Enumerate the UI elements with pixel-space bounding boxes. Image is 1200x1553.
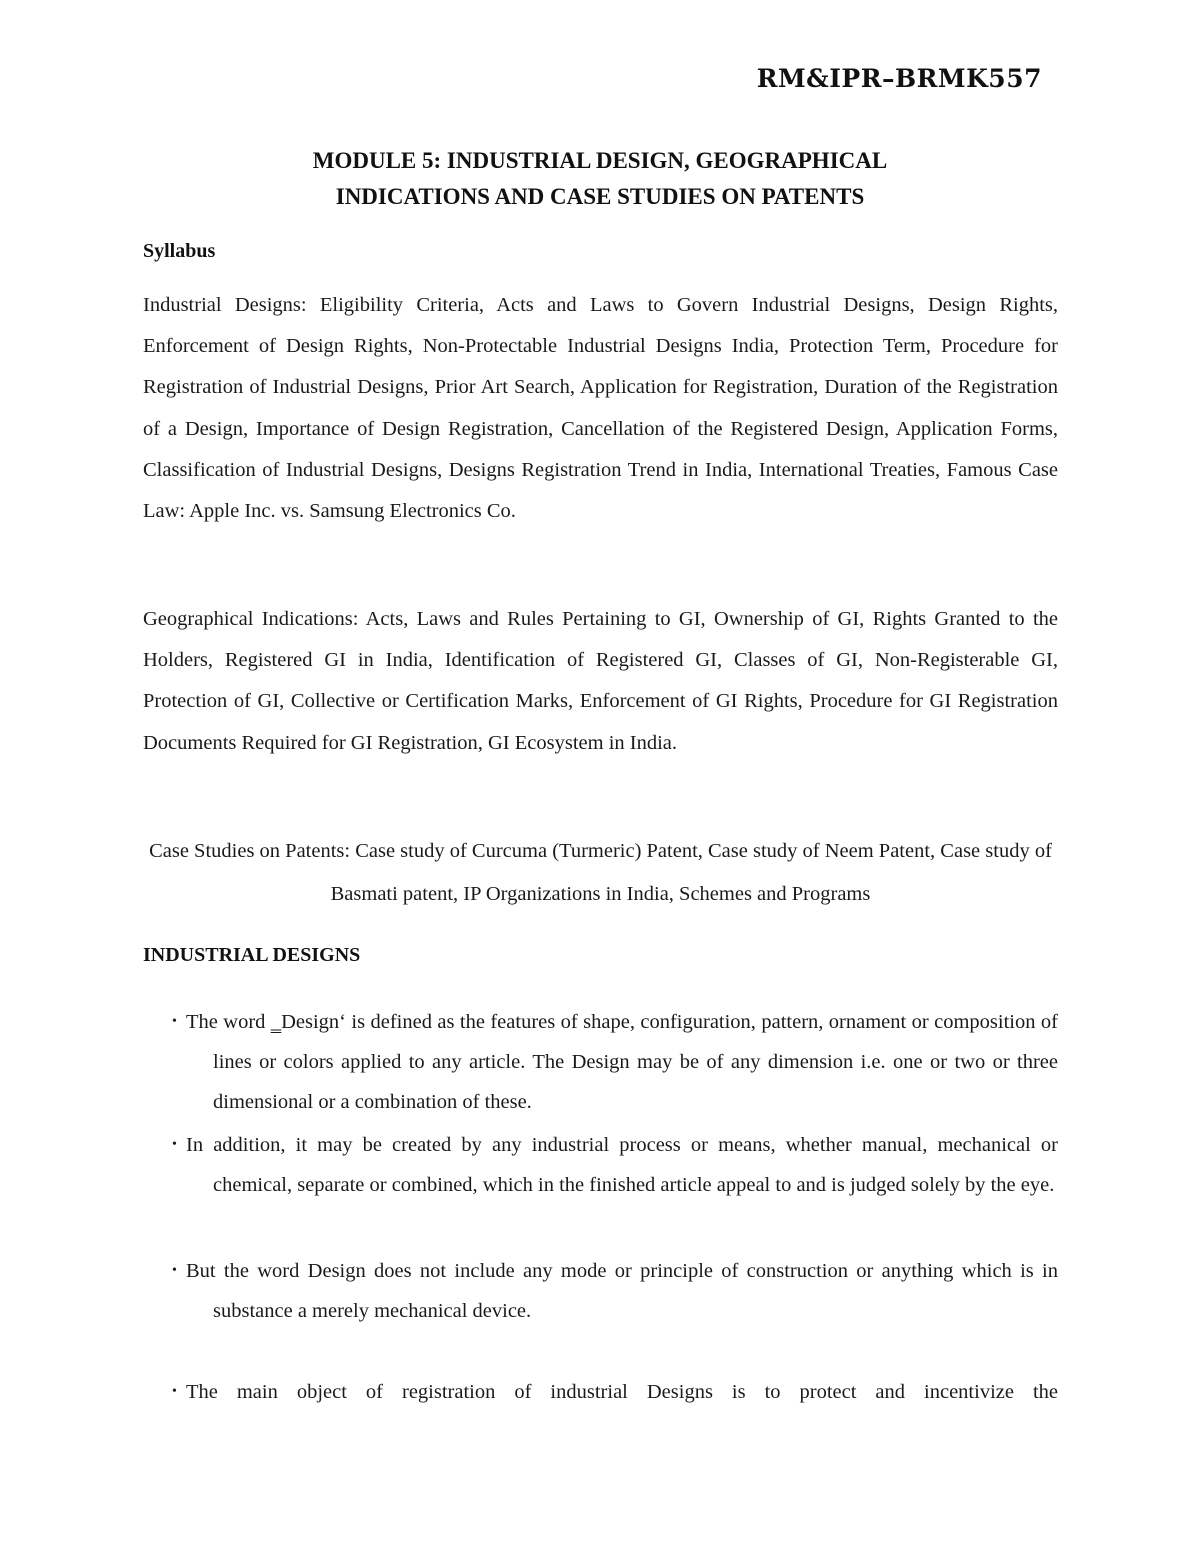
- list-item: [172, 1125, 1058, 1205]
- bullet-icon: •: [172, 1137, 177, 1152]
- list-item: [172, 1372, 1058, 1412]
- module-title-line-1: MODULE 5: INDUSTRIAL DESIGN, GEOGRAPHICAL: [312, 148, 888, 173]
- module-title: [140, 143, 1060, 215]
- bullet-text: The main object of registration of industrial Designs is to protect and incentivize the: [186, 1381, 1058, 1403]
- industrial-designs-heading: INDUSTRIAL DESIGNS: [143, 944, 361, 966]
- syllabus-industrial-designs-paragraph: Industrial Designs: Eligibility Criteria, Acts and Laws to Govern Industrial Designs, Design Rights, Enforcement of Design Rights, Non-Protectable Industrial Designs India, Protection Term, Procedure for Registration of Industrial Designs, Prior Art Search, Application for Registration, Duration of the Registration of a Design, Importance of Design Registration, Cancellation of the Registered Design, Application Forms, Classification of Industrial Designs, Designs Registration Trend in India, International Treaties, Famous Case Law: Apple Inc. vs. Samsung Electronics Co.: [143, 294, 1058, 523]
- course-code-header: RM&IPR–BRMK557: [756, 64, 1042, 93]
- list-item: [172, 1002, 1058, 1122]
- bullet-text: The word ‗Design‘ is defined as the features of shape, configuration, pattern, ornament or composition of lines or colors applied to any article. The Design may be of any dimension i.e. one or two or three dimensional or a combination of these.: [186, 1011, 1058, 1113]
- bullet-icon: •: [172, 1384, 177, 1399]
- syllabus-case-studies-paragraph: Case Studies on Patents: Case study of Curcuma (Turmeric) Patent, Case study of Neem Patent, Case study of Basmati patent, IP Organizations in India, Schemes and Programs: [149, 840, 1052, 905]
- syllabus-geographical-indications-paragraph: Geographical Indications: Acts, Laws and Rules Pertaining to GI, Ownership of GI, Rights Granted to the Holders, Registered GI in India, Identification of Registered GI, Classes of GI, Non-Registerable GI, Protection of GI, Collective or Certification Marks, Enforcement of GI Rights, Procedure for GI Registration Documents Required for GI Registration, GI Ecosystem in India.: [143, 608, 1058, 754]
- module-title-line-2: INDICATIONS AND CASE STUDIES ON PATENTS: [335, 184, 865, 209]
- bullet-icon: •: [172, 1014, 177, 1029]
- list-item: [172, 1251, 1058, 1331]
- bullet-icon: •: [172, 1263, 177, 1278]
- syllabus-heading: Syllabus: [143, 240, 216, 262]
- bullet-text: In addition, it may be created by any industrial process or means, whether manual, mechanical or chemical, separate or combined, which in the finished article appeal to and is judged solely by the eye.: [186, 1134, 1058, 1196]
- bullet-text: But the word Design does not include any mode or principle of construction or anything which is in substance a merely mechanical device.: [186, 1260, 1058, 1322]
